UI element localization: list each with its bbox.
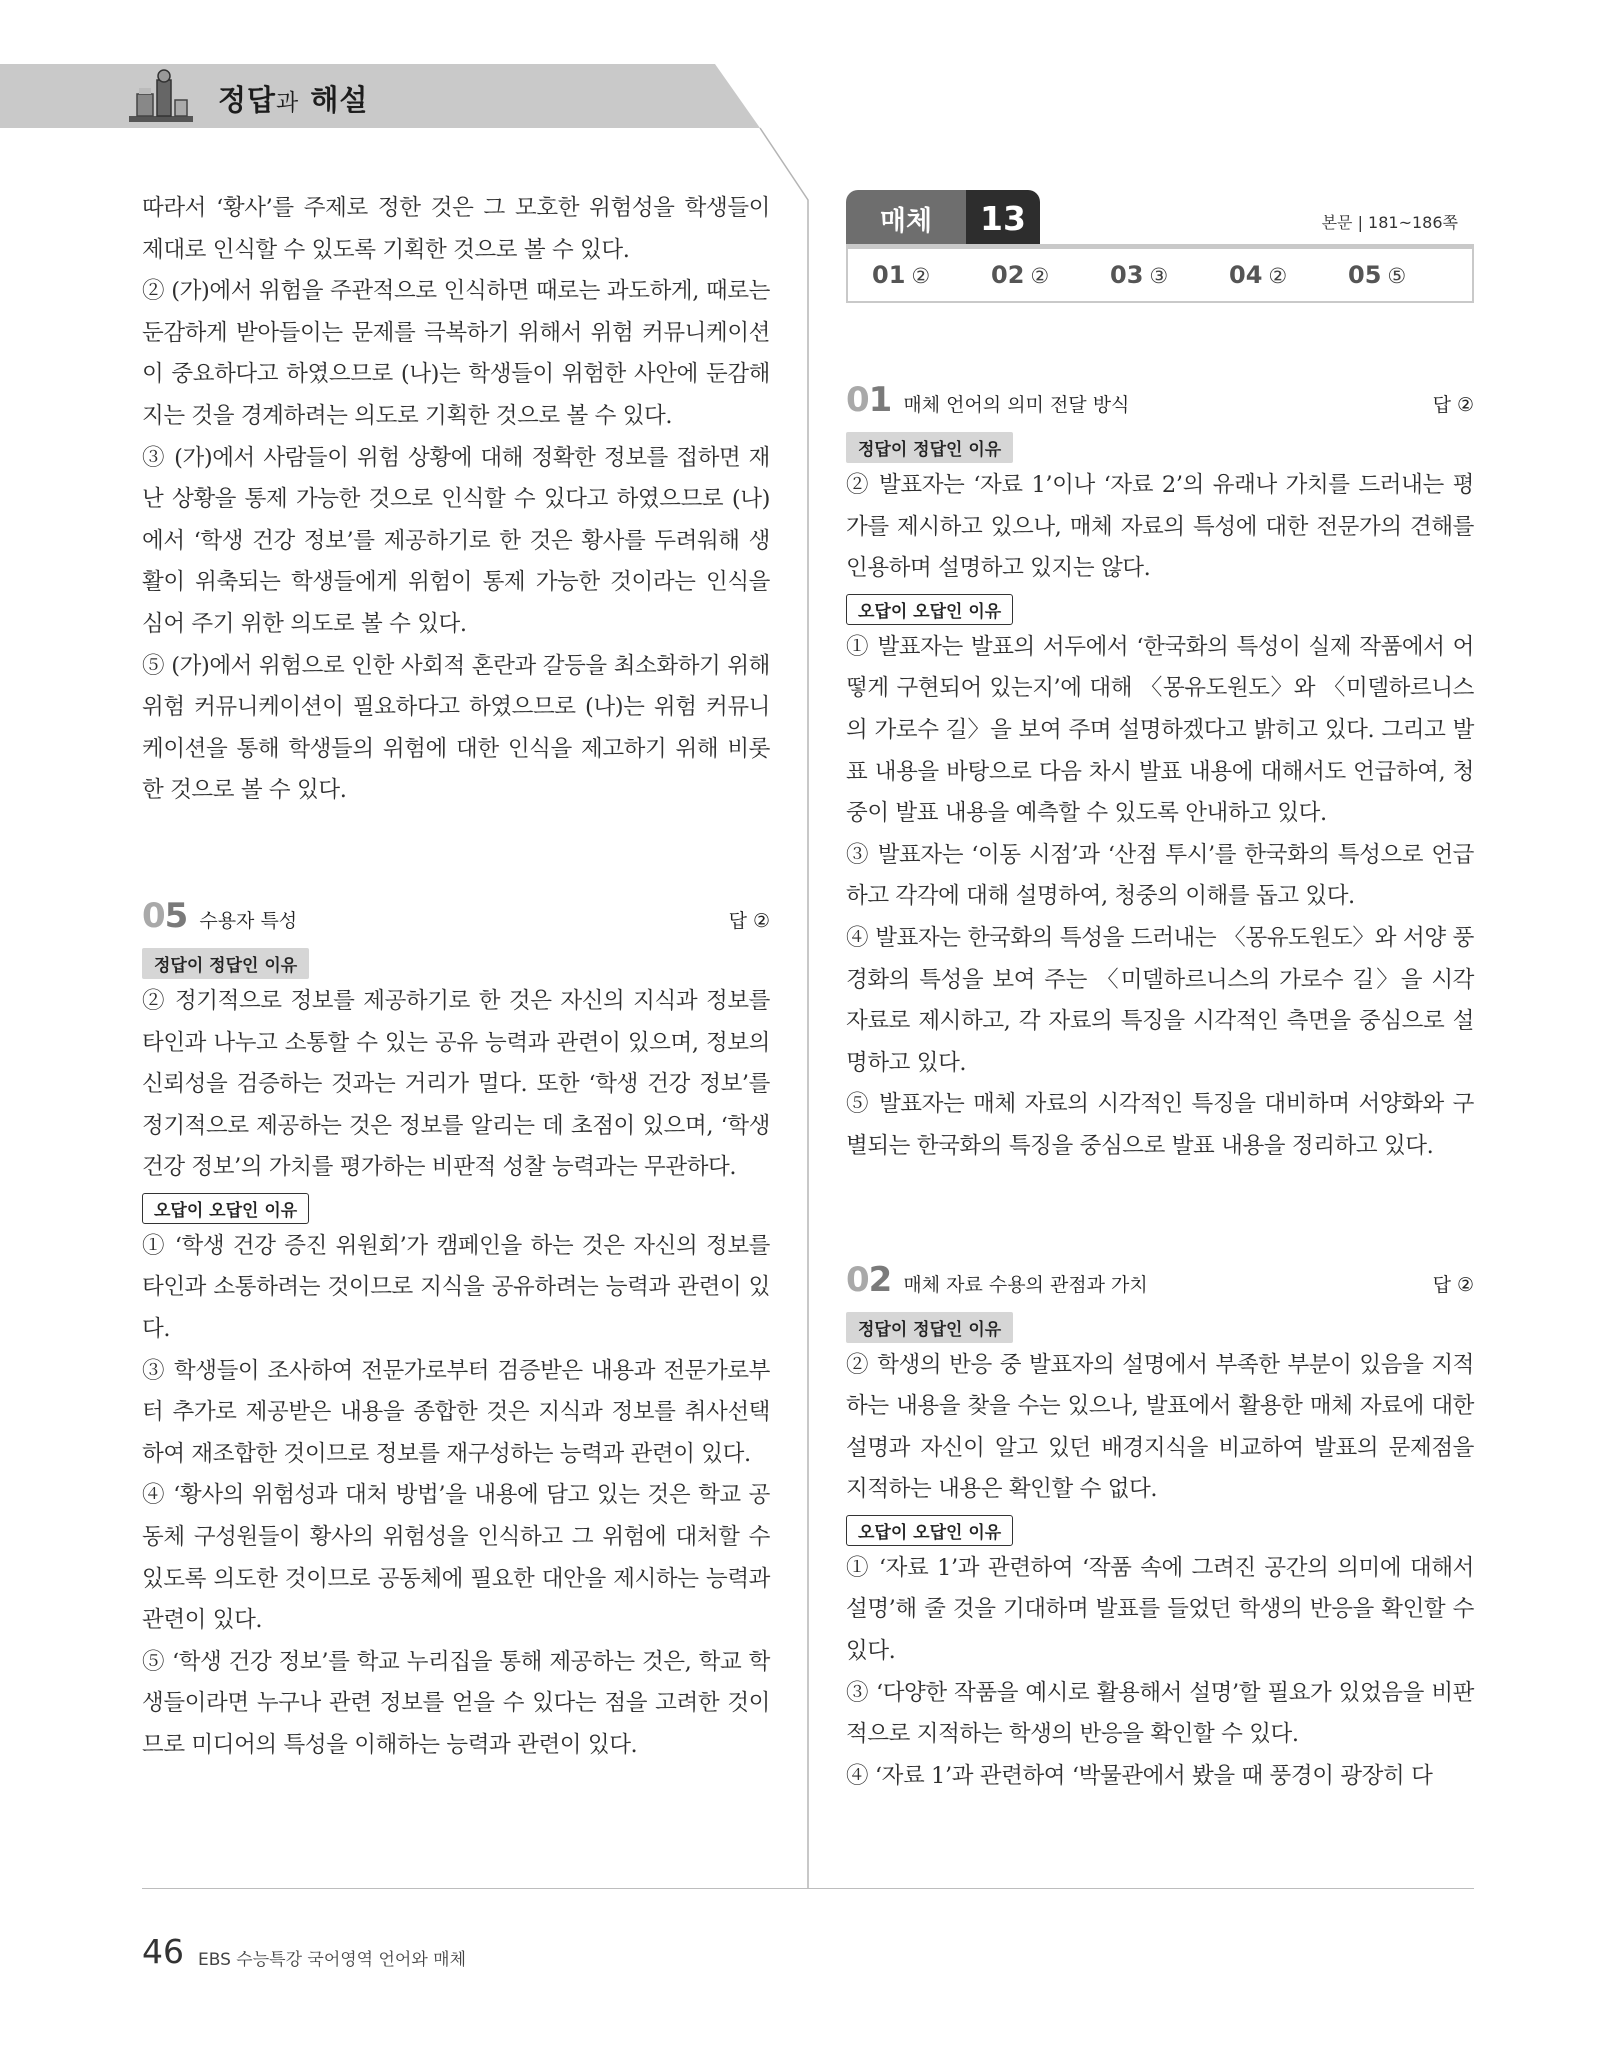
intro-paragraph: ② (가)에서 위험을 주관적으로 인식하면 때로는 과도하게, 때로는 둔감하게 받아들이는 문제를 극복하기 위해서 위험 커뮤니케이션이 중요하다고 하였으므로 (나)는 학생들이 위험한 사안에 둔감해지는 것을 경계하려는 의도로 기획한 것으로 볼 수 있다.	[142, 278, 770, 429]
media-label: 매체	[846, 190, 966, 246]
wrong-reason: ③ ‘다양한 작품을 예시로 활용해서 설명’할 필요가 있었음을 비판적으로 지적하는 학생의 반응을 확인할 수 있다.	[846, 1679, 1474, 1748]
question-05-header	[142, 896, 770, 940]
wrong-reason: ④ ‘자료 1’과 관련하여 ‘박물관에서 봤을 때 풍경이 광장히 다	[846, 1762, 1433, 1789]
answer-item: 05 ⑤	[1348, 261, 1407, 289]
question-title: 매체 자료 수용의 관점과 가치	[903, 1273, 1148, 1296]
right-column	[846, 380, 1474, 1797]
footer-rule	[142, 1888, 1474, 1889]
question-number: 05	[142, 895, 188, 936]
footer-book-title: EBS 수능특강 국어영역 언어와 매체	[198, 1950, 466, 1970]
answer-item: 02 ②	[991, 261, 1050, 289]
answer-item: 04 ②	[1229, 261, 1288, 289]
page-range: 본문 | 181~186쪽	[1321, 213, 1458, 232]
question-number: 02	[846, 1259, 892, 1300]
wrong-reason: ③ 발표자는 ‘이동 시점’과 ‘산점 투시’를 한국화의 특성으로 언급하고 각각에 대해 설명하여, 청중의 이해를 돕고 있다.	[846, 841, 1474, 910]
page-header-title: 정답과 해설	[218, 83, 369, 117]
intro-paragraph: ⑤ (가)에서 위험으로 인한 사회적 혼란과 갈등을 최소화하기 위해 위험 커뮤니케이션이 필요하다고 하였으므로 (나)는 위험 커뮤니케이션을 통해 학생들의 위험에 대한 인식을 제고하기 위해 비롯한 것으로 볼 수 있다.	[142, 652, 770, 804]
wrong-reason: ③ 학생들이 조사하여 전문가로부터 검증받은 내용과 전문가로부터 추가로 제공받은 내용을 종합한 것은 지식과 정보를 취사선택하여 재조합한 것이므로 정보를 재구성하는 능력과 관련이 있다.	[142, 1357, 770, 1467]
lamp-book-icon	[125, 66, 197, 128]
wrong-reason: ④ 발표자는 한국화의 특성을 드러내는 〈몽유도원도〉와 서양 풍경화의 특성을 보여 주는 〈미델하르니스의 가로수 길〉을 시각 자료로 제시하고, 각 자료의 특징을 시각적인 측면을 중심으로 설명하고 있다.	[846, 924, 1474, 1076]
question-answer: 답 ②	[1432, 394, 1474, 416]
correct-reason: ② 발표자는 ‘자료 1’이나 ‘자료 2’의 유래나 가치를 드러내는 평가를 제시하고 있으나, 매체 자료의 특성에 대한 전문가의 견해를 인용하며 설명하고 있지는 않다.	[846, 472, 1474, 582]
question-01-header	[846, 380, 1474, 424]
wrong-reason-tag: 오답이 오답인 이유	[846, 1515, 1013, 1546]
answer-list	[846, 249, 1474, 303]
wrong-reason-tag: 오답이 오답인 이유	[142, 1193, 309, 1224]
wrong-reason: ④ ‘황사의 위험성과 대처 방법’을 내용에 담고 있는 것은 학교 공동체 구성원들이 황사의 위험성을 인식하고 그 위험에 대처할 수 있도록 의도한 것이므로 공동체에 필요한 대안을 제시하는 능력과 관련이 있다.	[142, 1482, 770, 1634]
answer-item: 03 ③	[1110, 261, 1169, 289]
header-band	[0, 64, 760, 128]
question-number: 01	[846, 380, 892, 420]
intro-paragraph: 따라서 ‘황사’를 주제로 정한 것은 그 모호한 위험성을 학생들이 제대로 인식할 수 있도록 기획한 것으로 볼 수 있다.	[142, 195, 770, 263]
wrong-reason: ⑤ ‘학생 건강 정보’를 학교 누리집을 통해 제공하는 것은, 학교 학생들이라면 누구나 관련 정보를 얻을 수 있다는 점을 고려한 것이므로 미디어의 특성을 이해하는 능력과 관련이 있다.	[142, 1648, 770, 1758]
correct-reason-tag: 정답이 정답인 이유	[142, 948, 309, 979]
correct-reason-tag: 정답이 정답인 이유	[846, 432, 1013, 463]
wrong-reason: ① ‘학생 건강 증진 위원회’가 캠페인을 하는 것은 자신의 정보를 타인과 소통하려는 것이므로 지식을 공유하려는 능력과 관련이 있다.	[142, 1232, 770, 1343]
question-title: 수용자 특성	[199, 909, 298, 932]
wrong-reason: ⑤ 발표자는 매체 자료의 시각적인 특징을 대비하며 서양화와 구별되는 한국화의 특징을 중심으로 발표 내용을 정리하고 있다.	[846, 1091, 1474, 1159]
page-number: 46	[142, 1932, 184, 1971]
media-number: 13	[966, 190, 1040, 246]
left-column	[142, 188, 770, 1767]
media-answer-box	[846, 190, 1474, 305]
question-answer: 답 ②	[1432, 1273, 1474, 1296]
wrong-reason: ① 발표자는 발표의 서두에서 ‘한국화의 특성이 실제 작품에서 어떻게 구현되어 있는지’에 대해 〈몽유도원도〉와 〈미델하르니스의 가로수 길〉을 보여 주며 설명하겠다고 밝히고 있다. 그리고 발표 내용을 바탕으로 다음 차시 발표 내용에 대해서도 언급하여, 청중이 발표 내용을 예측할 수 있도록 안내하고 있다.	[846, 633, 1474, 827]
question-02-header	[846, 1260, 1474, 1304]
question-title: 매체 언어의 의미 전달 방식	[903, 394, 1130, 416]
correct-reason-tag: 정답이 정답인 이유	[846, 1312, 1013, 1343]
correct-reason: ② 학생의 반응 중 발표자의 설명에서 부족한 부분이 있음을 지적하는 내용을 찾을 수는 있으나, 발표에서 활용한 매체 자료에 대한 설명과 자신이 알고 있던 배경지식을 비교하여 발표의 문제점을 지적하는 내용은 확인할 수 없다.	[846, 1351, 1474, 1503]
question-answer: 답 ②	[728, 909, 770, 932]
answer-item: 01 ②	[872, 261, 931, 289]
correct-reason: ② 정기적으로 정보를 제공하기로 한 것은 자신의 지식과 정보를 타인과 나누고 소통할 수 있는 공유 능력과 관련이 있으며, 정보의 신뢰성을 검증하는 것과는 거리가 멀다. 또한 ‘학생 건강 정보’를 정기적으로 제공하는 것은 정보를 알리는 데 초점이 있으며, ‘학생 건강 정보’의 가치를 평가하는 비판적 성찰 능력과는 무관하다.	[142, 987, 770, 1181]
intro-paragraph: ③ (가)에서 사람들이 위험 상황에 대해 정확한 정보를 접하면 재난 상황을 통제 가능한 것으로 인식할 수 있다고 하였으므로 (나)에서 ‘학생 건강 정보’를 제공하기로 한 것은 황사를 두려워해 생활이 위축되는 학생들에게 위험이 통제 가능한 것이라는 인식을 심어 주기 위한 의도로 볼 수 있다.	[142, 444, 770, 637]
wrong-reason-tag: 오답이 오답인 이유	[846, 594, 1013, 625]
wrong-reason: ① ‘자료 1’과 관련하여 ‘작품 속에 그려진 공간의 의미에 대해서 설명’해 줄 것을 기대하며 발표를 들었던 학생의 반응을 확인할 수 있다.	[846, 1554, 1474, 1665]
